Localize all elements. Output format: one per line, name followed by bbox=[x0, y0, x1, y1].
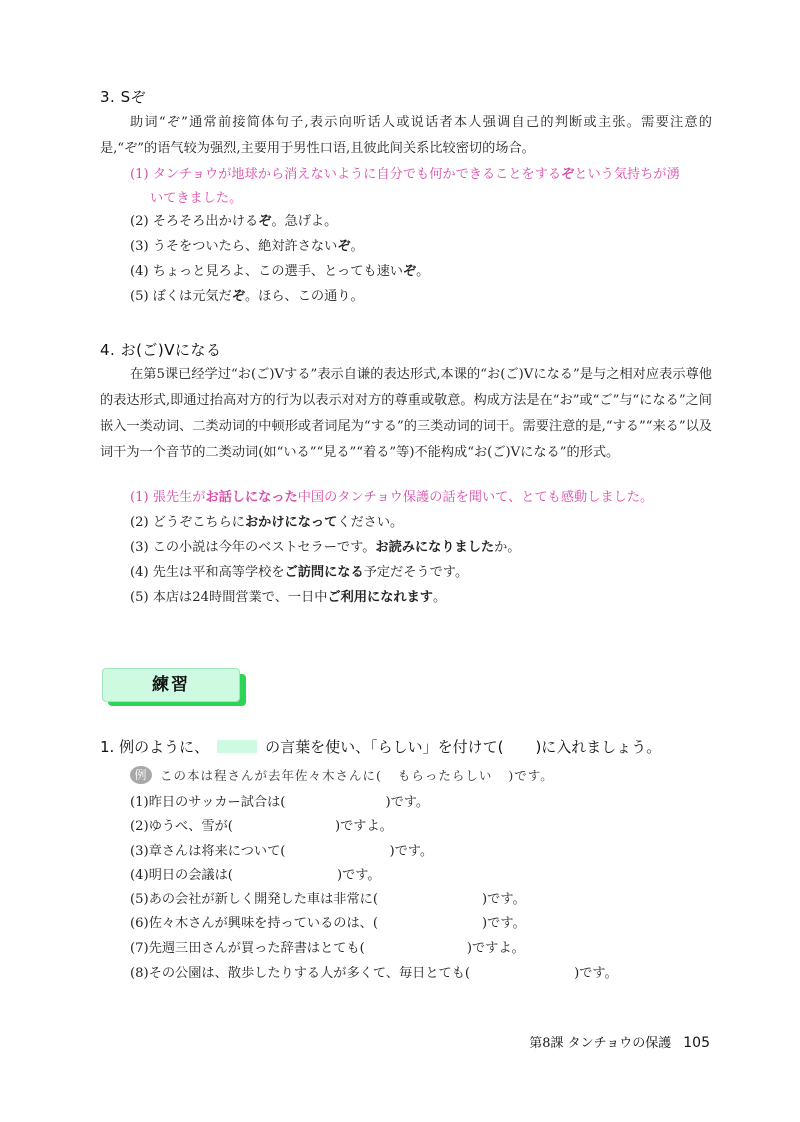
exercise-item-6: (6)佐々木さんが興味を持っているのは、( )です。 bbox=[130, 916, 526, 931]
highlight-blank bbox=[217, 740, 257, 753]
exercise-item-2: (2)ゆうべ、雪が( )ですよ。 bbox=[130, 819, 393, 834]
exercise-item-7: (7)先週三田さんが買った辞書はとても( )ですよ。 bbox=[130, 941, 525, 956]
section-4-example-1: (1) 張先生がお話しになった中国のタンチョウ保護の話を聞いて、とても感動しました。 bbox=[130, 490, 654, 505]
section-3-example-3: (3) うそをついたら、絶対許さないぞ。 bbox=[130, 239, 364, 254]
exercise-item-8: (8)その公園は、散歩したりする人が多くて、毎日とても( )です。 bbox=[130, 966, 618, 981]
exercise-item-1: (1)昨日のサッカー試合は( )です。 bbox=[130, 795, 430, 810]
section-3-example-2: (2) そろそろ出かけるぞ。急げよ。 bbox=[130, 214, 338, 229]
practice-heading: 練習 bbox=[102, 668, 240, 702]
exercise-1-example: 例 この本は程さんが去年佐々木さんに( もらったらしい )です。 bbox=[130, 766, 554, 784]
section-3-example-1: (1) タンチョウが地球から消えないように自分でも何かできることをするぞという気持ちが湧 いてきました。 bbox=[130, 167, 680, 206]
section-4-example-4: (4) 先生は平和高等学校をご訪問になる予定だそうです。 bbox=[130, 565, 469, 580]
practice-heading-box bbox=[102, 668, 246, 708]
section-3-example-4: (4) ちょっと見ろよ、この選手、とっても速いぞ。 bbox=[130, 264, 430, 279]
section-4-example-3: (3) この小説は今年のベストセラーです。お読みになりましたか。 bbox=[130, 540, 521, 555]
exercise-1-instruction: 1. 例のように、 の言葉を使い、「らしい」を付けて( )に入れましょう。 bbox=[100, 738, 662, 756]
section-4-example-5: (5) 本店は24時間営業で、一日中ご利用になれます。 bbox=[130, 590, 447, 605]
section-4-explanation: 在第5课已经学过“お(ご)Vする”表示自谦的表达形式,本课的“お(ご)Vになる”是与之相对应表示尊他的表达形式,即通过抬高对方的行为以表示对对方的尊重或敬意。构成方法是在“お”或“ご”与“になる”之间嵌入一类动词、二类动词的中顿形或者词尾为“する”的三类动词的词干。需要注意的是,“する”“来る”以及词干为一个音节的二类动词(如“いる”“見る”“着る”等)不能构成“お(ご)Vになる”的形式。 bbox=[100, 367, 712, 460]
example-badge: 例 bbox=[130, 766, 152, 784]
page-footer bbox=[529, 1032, 710, 1051]
exercise-item-4: (4)明日の会議は( )です。 bbox=[130, 868, 381, 883]
section-3-example-5: (5) ぼくは元気だぞ。ほら、この通り。 bbox=[130, 289, 364, 304]
page-number: 105 bbox=[683, 1035, 710, 1051]
section-4-title: 4. お(ご)Vになる bbox=[100, 341, 222, 359]
section-3-title: 3. Sぞ bbox=[100, 88, 147, 106]
example-answer: もらったらしい bbox=[397, 768, 493, 783]
section-3-explanation: 助词“ぞ”通常前接简体句子,表示向听话人或说话者本人强调自己的判断或主张。需要注意的是,“ぞ”的语气较为强烈,主要用于男性口语,且彼此间关系比较密切的场合。 bbox=[100, 115, 712, 156]
exercise-item-3: (3)章さんは将来について( )です。 bbox=[130, 844, 434, 859]
footer-lesson-title: 第8課 タンチョウの保護 bbox=[529, 1036, 672, 1051]
section-4-example-2: (2) どうぞこちらにおかけになってください。 bbox=[130, 515, 404, 530]
exercise-item-5: (5)あの会社が新しく開発した車は非常に( )です。 bbox=[130, 892, 526, 907]
